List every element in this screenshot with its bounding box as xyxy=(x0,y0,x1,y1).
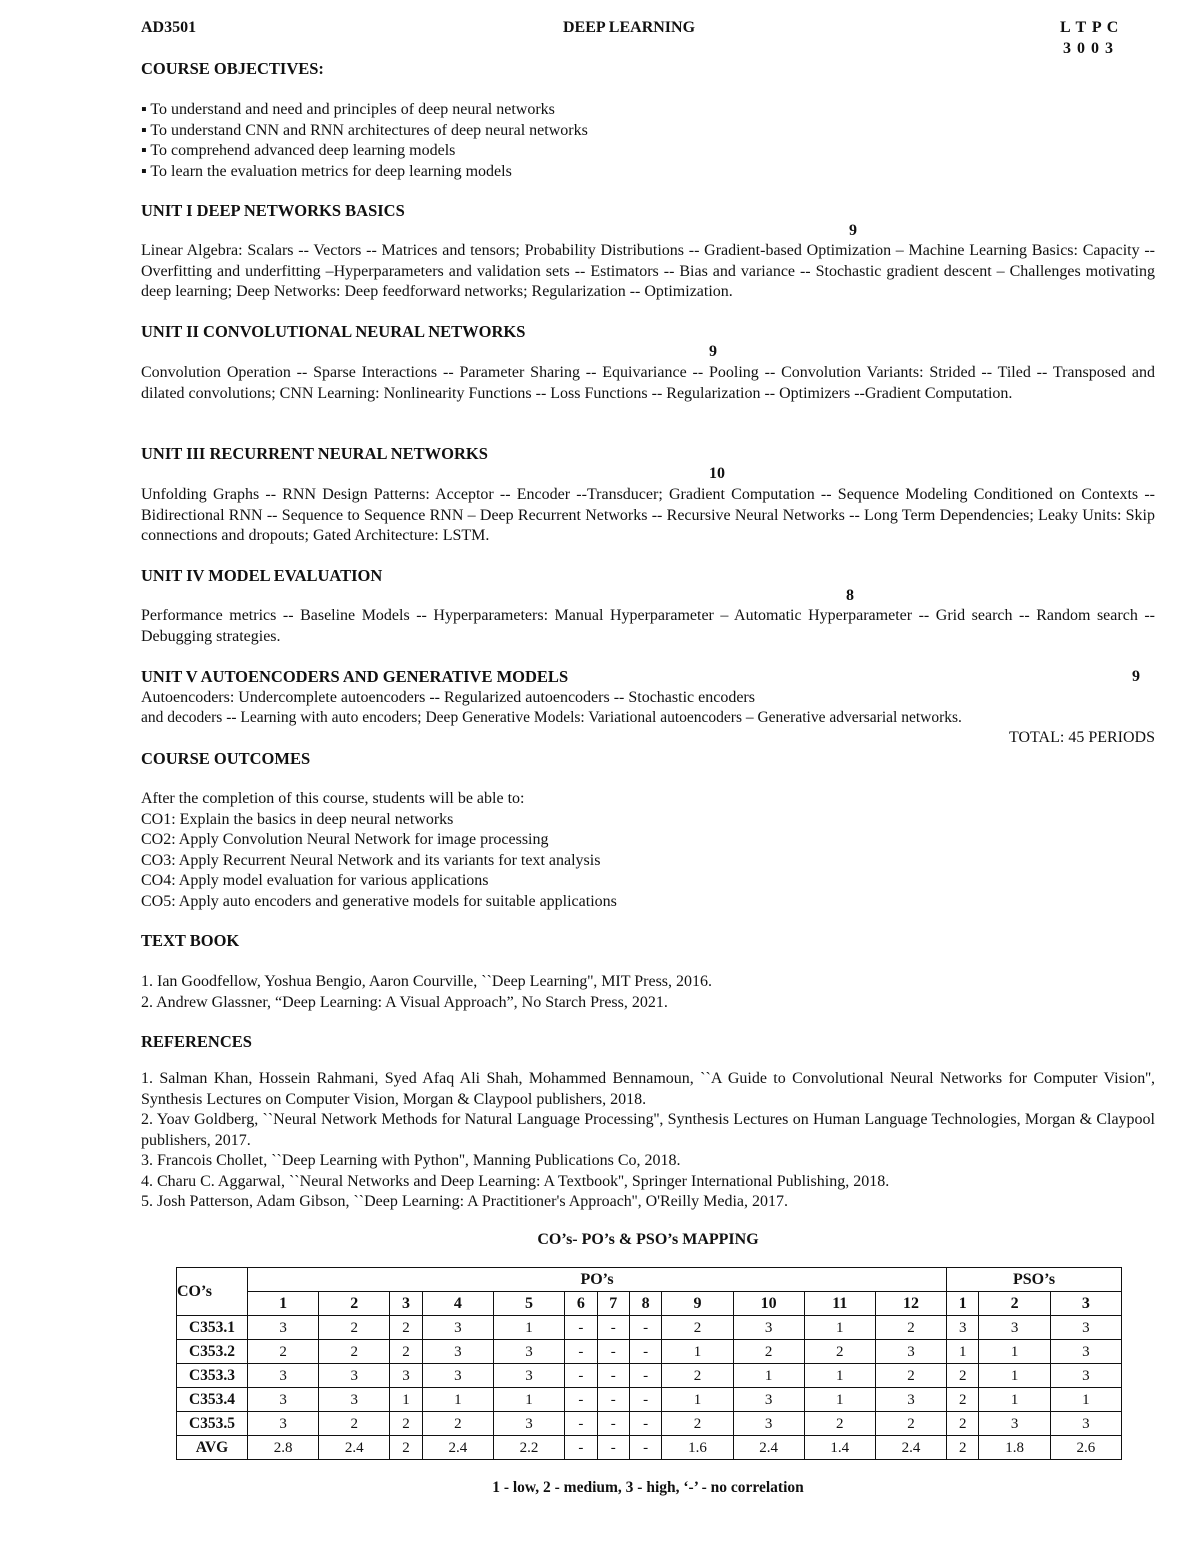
po-number: 1 xyxy=(248,1292,319,1316)
table-cell: 3 xyxy=(979,1412,1050,1436)
table-cell: 1 xyxy=(804,1316,875,1340)
table-cell: - xyxy=(565,1364,597,1388)
unit-5-title: UNIT V AUTOENCODERS AND GENERATIVE MODELS xyxy=(141,667,569,686)
co-label: C353.5 xyxy=(177,1412,248,1436)
unit-1-text: Linear Algebra: Scalars -- Vectors -- Matrices and tensors; Probability Distributions -- Gradient-based Optimization – Machine Learning Basics: Capacity -- Overfitting and underfitting –Hyperparameters and validation sets -- Estimators -- Bias and variance -- Stochastic gradient descent – Challenges motivating deep learning; Deep Networks: Deep feedforward networks; Regularization -- Optimization. xyxy=(141,242,1155,300)
outcomes-list xyxy=(141,789,617,912)
textbook-item: 2. Andrew Glassner, “Deep Learning: A Visual Approach”, No Starch Press, 2021. xyxy=(141,993,668,1011)
pos-header: PO’s xyxy=(248,1268,947,1292)
table-cell: 2 xyxy=(390,1436,422,1460)
psos-header: PSO’s xyxy=(947,1268,1122,1292)
table-cell: 2 xyxy=(319,1316,390,1340)
unit-2-title: UNIT II CONVOLUTIONAL NEURAL NETWORKS xyxy=(141,322,526,341)
co-label: C353.1 xyxy=(177,1316,248,1340)
table-cell: 2 xyxy=(248,1340,319,1364)
co-label: C353.2 xyxy=(177,1340,248,1364)
table-cell: - xyxy=(565,1316,597,1340)
table-cell: 1 xyxy=(979,1364,1050,1388)
objectives-list xyxy=(141,100,588,182)
table-cell: 3 xyxy=(390,1364,422,1388)
table-cell: 3 xyxy=(875,1340,946,1364)
table-cell: - xyxy=(629,1364,661,1388)
table-cell: 2 xyxy=(947,1436,979,1460)
table-cell: 2 xyxy=(947,1364,979,1388)
table-cell: - xyxy=(597,1316,629,1340)
table-cell: - xyxy=(597,1388,629,1412)
table-cell: 3 xyxy=(733,1316,804,1340)
unit-5-hours: 9 xyxy=(1132,668,1140,685)
total-periods: TOTAL: 45 PERIODS xyxy=(1009,729,1155,746)
po-number: 12 xyxy=(875,1292,946,1316)
po-number: 7 xyxy=(597,1292,629,1316)
table-cell: - xyxy=(597,1412,629,1436)
table-cell: 3 xyxy=(248,1388,319,1412)
outcome-item: CO3: Apply Recurrent Neural Network and its variants for text analysis xyxy=(141,851,601,869)
po-number: 4 xyxy=(422,1292,493,1316)
table-cell: 3 xyxy=(319,1364,390,1388)
course-code: AD3501 xyxy=(141,19,197,36)
table-cell: 1 xyxy=(947,1340,979,1364)
table-cell: 3 xyxy=(733,1412,804,1436)
table-cell: 2 xyxy=(662,1412,733,1436)
outcome-item: CO1: Explain the basics in deep neural networks xyxy=(141,810,454,828)
mapping-number-row xyxy=(177,1292,1122,1316)
reference-item: 4. Charu C. Aggarwal, ``Neural Networks and Deep Learning: A Textbook'', Springer International Publishing, 2018. xyxy=(141,1172,890,1190)
ltpc-value: 3 0 0 3 xyxy=(1063,40,1114,57)
po-number: 9 xyxy=(662,1292,733,1316)
unit-3-hours: 10 xyxy=(709,465,725,482)
reference-item: 1. Salman Khan, Hossein Rahmani, Syed Afaq Ali Shah, Mohammed Bennamoun, ``A Guide to Convolutional Neural Networks for Computer Vision'', Synthesis Lectures on Computer Vision, Morgan & Claypool publishers, 2018. xyxy=(141,1070,1155,1108)
objective-item: ▪ To learn the evaluation metrics for deep learning models xyxy=(141,162,512,180)
pso-number: 2 xyxy=(979,1292,1050,1316)
table-cell: 3 xyxy=(319,1388,390,1412)
table-cell: 2.8 xyxy=(248,1436,319,1460)
table-row xyxy=(177,1316,1122,1340)
mapping-legend: 1 - low, 2 - medium, 3 - high, ‘-’ - no correlation xyxy=(492,1479,804,1496)
unit-4-title: UNIT IV MODEL EVALUATION xyxy=(141,566,383,585)
table-cell: 2 xyxy=(390,1316,422,1340)
ltpc-label: L T P C xyxy=(1060,19,1120,36)
po-number: 6 xyxy=(565,1292,597,1316)
textbook-heading: TEXT BOOK xyxy=(141,931,240,950)
table-cell: 2 xyxy=(422,1412,493,1436)
pso-number: 1 xyxy=(947,1292,979,1316)
table-cell: 3 xyxy=(1050,1316,1121,1340)
objective-item: ▪ To understand and need and principles of deep neural networks xyxy=(141,101,555,118)
reference-item: 3. Francois Chollet, ``Deep Learning with Python'', Manning Publications Co, 2018. xyxy=(141,1152,681,1169)
table-cell: 2 xyxy=(875,1364,946,1388)
table-row xyxy=(177,1340,1122,1364)
unit-2-hours: 9 xyxy=(709,343,717,360)
objective-item: ▪ To understand CNN and RNN architectures of deep neural networks xyxy=(141,121,588,139)
table-cell: 1 xyxy=(733,1364,804,1388)
course-title: DEEP LEARNING xyxy=(563,19,696,36)
table-cell: 2 xyxy=(319,1340,390,1364)
table-cell: 2.2 xyxy=(493,1436,564,1460)
textbook-item: 1. Ian Goodfellow, Yoshua Bengio, Aaron Courville, ``Deep Learning'', MIT Press, 2016. xyxy=(141,973,713,990)
table-cell: 3 xyxy=(422,1316,493,1340)
table-cell: 1.6 xyxy=(662,1436,733,1460)
po-number: 5 xyxy=(493,1292,564,1316)
outcomes-intro: After the completion of this course, students will be able to: xyxy=(141,790,525,807)
outcome-item: CO4: Apply model evaluation for various applications xyxy=(141,872,489,889)
table-cell: - xyxy=(565,1412,597,1436)
table-cell: 2.4 xyxy=(733,1436,804,1460)
table-cell: 2 xyxy=(390,1340,422,1364)
table-cell: 3 xyxy=(1050,1364,1121,1388)
table-cell: 3 xyxy=(248,1364,319,1388)
table-cell: 3 xyxy=(979,1316,1050,1340)
table-row xyxy=(177,1436,1122,1460)
unit-1-hours: 9 xyxy=(849,222,857,239)
mapping-table xyxy=(176,1267,1122,1460)
table-row xyxy=(177,1388,1122,1412)
table-cell: 2 xyxy=(390,1412,422,1436)
table-cell: 2.6 xyxy=(1050,1436,1121,1460)
table-cell: 1 xyxy=(1050,1388,1121,1412)
table-cell: 1 xyxy=(662,1340,733,1364)
table-cell: - xyxy=(565,1388,597,1412)
textbook-list xyxy=(141,972,712,1013)
table-cell: 1 xyxy=(979,1340,1050,1364)
table-cell: 2.4 xyxy=(875,1436,946,1460)
po-number: 2 xyxy=(319,1292,390,1316)
po-number: 8 xyxy=(629,1292,661,1316)
table-cell: 1 xyxy=(804,1364,875,1388)
table-cell: 3 xyxy=(493,1364,564,1388)
table-cell: 2 xyxy=(947,1388,979,1412)
co-label: C353.4 xyxy=(177,1388,248,1412)
unit-5-text-line-1: Autoencoders: Undercomplete autoencoders -- Regularized autoencoders -- Stochastic encoders xyxy=(141,689,755,706)
table-cell: 2.4 xyxy=(319,1436,390,1460)
table-cell: 2 xyxy=(662,1316,733,1340)
unit-3-text: Unfolding Graphs -- RNN Design Patterns: Acceptor -- Encoder --Transducer; Gradient Computation -- Sequence Modeling Conditioned on Contexts -- Bidirectional RNN -- Sequence to Sequence RNN – Deep Recurrent Networks -- Recursive Neural Networks -- Long Term Dependencies; Leaky Units: Skip connections and dropouts; Gated Architecture: LSTM. xyxy=(141,486,1155,544)
table-cell: 1 xyxy=(979,1388,1050,1412)
table-cell: - xyxy=(597,1364,629,1388)
table-row xyxy=(177,1412,1122,1436)
table-cell: - xyxy=(565,1436,597,1460)
reference-item: 5. Josh Patterson, Adam Gibson, ``Deep Learning: A Practitioner's Approach'', O'Reilly Media, 2017. xyxy=(141,1193,788,1210)
references-list xyxy=(141,1069,1155,1213)
table-cell: 1 xyxy=(662,1388,733,1412)
table-cell: 3 xyxy=(422,1340,493,1364)
co-label: AVG xyxy=(177,1436,248,1460)
table-cell: 2 xyxy=(319,1412,390,1436)
unit-1-title: UNIT I DEEP NETWORKS BASICS xyxy=(141,201,405,220)
mapping-title: CO’s- PO’s & PSO’s MAPPING xyxy=(537,1231,759,1248)
table-cell: - xyxy=(629,1436,661,1460)
table-cell: 2 xyxy=(947,1412,979,1436)
outcome-item: CO5: Apply auto encoders and generative models for suitable applications xyxy=(141,892,617,910)
mapping-header-row xyxy=(177,1268,1122,1292)
mapping-body xyxy=(177,1316,1122,1460)
table-cell: - xyxy=(629,1316,661,1340)
table-cell: 1.8 xyxy=(979,1436,1050,1460)
table-cell: - xyxy=(565,1340,597,1364)
table-cell: 2 xyxy=(662,1364,733,1388)
unit-5-text-line-2: and decoders -- Learning with auto encoders; Deep Generative Models: Variational autoencoders – Generative adversarial networks. xyxy=(141,709,962,726)
co-label: C353.3 xyxy=(177,1364,248,1388)
objectives-heading: COURSE OBJECTIVES: xyxy=(141,59,324,78)
table-cell: 2.4 xyxy=(422,1436,493,1460)
table-cell: 3 xyxy=(422,1364,493,1388)
unit-4-text: Performance metrics -- Baseline Models -- Hyperparameters: Manual Hyperparameter – Automatic Hyperparameter -- Grid search -- Random search -- Debugging strategies. xyxy=(141,607,1155,645)
table-cell: 3 xyxy=(248,1412,319,1436)
outcomes-heading: COURSE OUTCOMES xyxy=(141,749,311,768)
table-cell: - xyxy=(597,1436,629,1460)
references-heading: REFERENCES xyxy=(141,1032,252,1051)
table-cell: 3 xyxy=(733,1388,804,1412)
unit-3-title: UNIT III RECURRENT NEURAL NETWORKS xyxy=(141,444,488,463)
table-cell: 1 xyxy=(804,1388,875,1412)
table-cell: 2 xyxy=(875,1412,946,1436)
po-number: 11 xyxy=(804,1292,875,1316)
table-cell: 3 xyxy=(493,1412,564,1436)
table-cell: 2 xyxy=(804,1340,875,1364)
table-cell: 1 xyxy=(422,1388,493,1412)
unit-4-hours: 8 xyxy=(846,587,854,604)
table-cell: 3 xyxy=(493,1340,564,1364)
table-cell: 2 xyxy=(733,1340,804,1364)
table-cell: 3 xyxy=(1050,1412,1121,1436)
table-cell: 1 xyxy=(390,1388,422,1412)
table-cell: 2 xyxy=(875,1316,946,1340)
po-number: 10 xyxy=(733,1292,804,1316)
table-cell: - xyxy=(629,1340,661,1364)
table-cell: - xyxy=(629,1412,661,1436)
cos-header: CO’s xyxy=(177,1268,248,1316)
table-cell: 2 xyxy=(804,1412,875,1436)
table-cell: 1 xyxy=(493,1316,564,1340)
table-cell: - xyxy=(597,1340,629,1364)
pso-number: 3 xyxy=(1050,1292,1121,1316)
table-cell: 1.4 xyxy=(804,1436,875,1460)
table-cell: 1 xyxy=(493,1388,564,1412)
table-cell: - xyxy=(629,1388,661,1412)
objective-item: ▪ To comprehend advanced deep learning models xyxy=(141,142,456,159)
reference-item: 2. Yoav Goldberg, ``Neural Network Methods for Natural Language Processing'', Synthesis Lectures on Human Language Technologies, Morgan & Claypool publishers, 2017. xyxy=(141,1111,1155,1149)
outcome-item: CO2: Apply Convolution Neural Network for image processing xyxy=(141,831,549,848)
po-number: 3 xyxy=(390,1292,422,1316)
table-row xyxy=(177,1364,1122,1388)
table-cell: 3 xyxy=(248,1316,319,1340)
table-cell: 3 xyxy=(947,1316,979,1340)
unit-2-text: Convolution Operation -- Sparse Interactions -- Parameter Sharing -- Equivariance -- Pooling -- Convolution Variants: Strided -- Tiled -- Transposed and dilated convolutions; CNN Learning: Nonlinearity Functions -- Loss Functions -- Regularization -- Optimizers --Gradient Computation. xyxy=(141,364,1155,402)
table-cell: 3 xyxy=(875,1388,946,1412)
table-cell: 3 xyxy=(1050,1340,1121,1364)
